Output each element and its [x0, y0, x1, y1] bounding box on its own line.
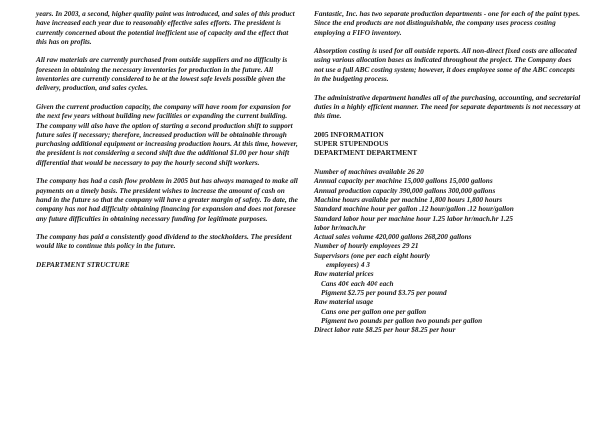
production-data-list	[314, 168, 582, 335]
paragraph-cash-flow: The company has had a cash flow problem in 2005 but has always managed to make all payments on a timely basis. The president wishes to increase the amount of cash on hand in the future so that the company will have a greater margin of safety. To date, the company has not had difficulty obtaining financing for expansion and does not foresee any future difficulties in obtaining necessary funding for legitimate purposes.	[36, 177, 298, 223]
right-column	[314, 10, 582, 335]
data-line: Machine hours available per machine 1,800 hours 1,800 hours	[314, 195, 503, 204]
paragraph-dividend: The company has paid a consistently good dividend to the stockholders. The president would like to continue this policy in the future.	[36, 233, 292, 251]
info-header	[314, 131, 582, 159]
info-title: 2005 INFORMATION	[314, 130, 384, 139]
department-label-row: DEPARTMENT DEPARTMENT	[314, 149, 418, 158]
data-line: Number of machines available 26 20	[314, 168, 424, 177]
data-line: labor hr/mach.hr	[314, 223, 366, 232]
data-line: Standard labor hour per machine hour 1.25 labor hr/mach.hr 1.25	[314, 214, 514, 223]
labor-rate-line: Direct labor rate $8.25 per hour $8.25 per hour	[314, 326, 456, 335]
data-line: Supervisors (one per each eight hourly	[314, 251, 430, 260]
paragraph-costing: Absorption costing is used for all outside reports. All non-direct fixed costs are allocated using various allocation bases as indicated throughout the project. The Company does not use a full ABC costing system; however, it does employee some of the ABC concepts in the budgeting process.	[314, 47, 577, 84]
paragraph-sales-history: years. In 2003, a second, higher quality paint was introduced, and sales of this product have increased each year due to reasonably effective sales efforts. The president is currently concerned about the potential inefficient use of capacity and the effect that this has on profits.	[36, 10, 295, 46]
data-line: Annual production capacity 390,000 gallons 300,000 gallons	[314, 186, 496, 195]
raw-usage-heading: Raw material usage	[314, 298, 374, 307]
raw-prices-heading: Raw material prices	[314, 270, 374, 279]
raw-price-line: Pigment $2.75 per pound $3.75 per pound	[321, 288, 447, 297]
data-line: Actual sales volume 420,000 gallons 268,200 gallons	[314, 233, 472, 242]
paragraph-administration: The administrative department handles all of the purchasing, accounting, and secretarial duties in a highly efficient manner. The need for separate departments is not necessary at this time.	[314, 93, 581, 121]
data-line: Standard machine hour per gallon .12 hour/gallon .12 hour/gallon	[314, 205, 514, 214]
data-line: Number of hourly employees 29 21	[314, 242, 419, 251]
data-line: Annual capacity per machine 15,000 gallons 15,000 gallons	[314, 177, 493, 186]
section-heading-department-structure: DEPARTMENT STRUCTURE	[36, 261, 130, 270]
left-column	[36, 10, 299, 280]
data-line: employees) 4 3	[326, 261, 370, 270]
paragraph-capacity: Given the current production capacity, the company will have room for expansion for the next few years without building new facilities or expanding the current building. The company will also have the option of starting a second production shift to support future sales if necessary; therefore, increased production will be obtainable through purchasing additional equipment or increasing production hours. At this time, however, the president is not considering a second shift due the additional $1.00 per hour shift differential that would be necessary to pay the hourly second shift workers.	[36, 102, 298, 167]
raw-usage-line: Cans one per gallon one per gallon	[321, 307, 427, 316]
department-name-row: SUPER STUPENDOUS	[314, 140, 389, 149]
paragraph-departments: Fantastic, Inc. has two separate production departments - one for each of the paint types. Since the end products are not distinguishable, the company uses process costing employing a FIFO inventory.	[314, 10, 581, 37]
raw-usage-line: Pigment two pounds per gallon two pounds per gallon	[321, 316, 483, 325]
raw-price-line: Cans 40¢ each 40¢ each	[321, 279, 394, 288]
paragraph-raw-materials: All raw materials are currently purchased from outside suppliers and no difficulty is foreseen in obtaining the necessary inventories for production in the future. All inventories are currently considered to be at the lowest safe levels possible given the delivery, production, and sales cycles.	[36, 56, 288, 93]
